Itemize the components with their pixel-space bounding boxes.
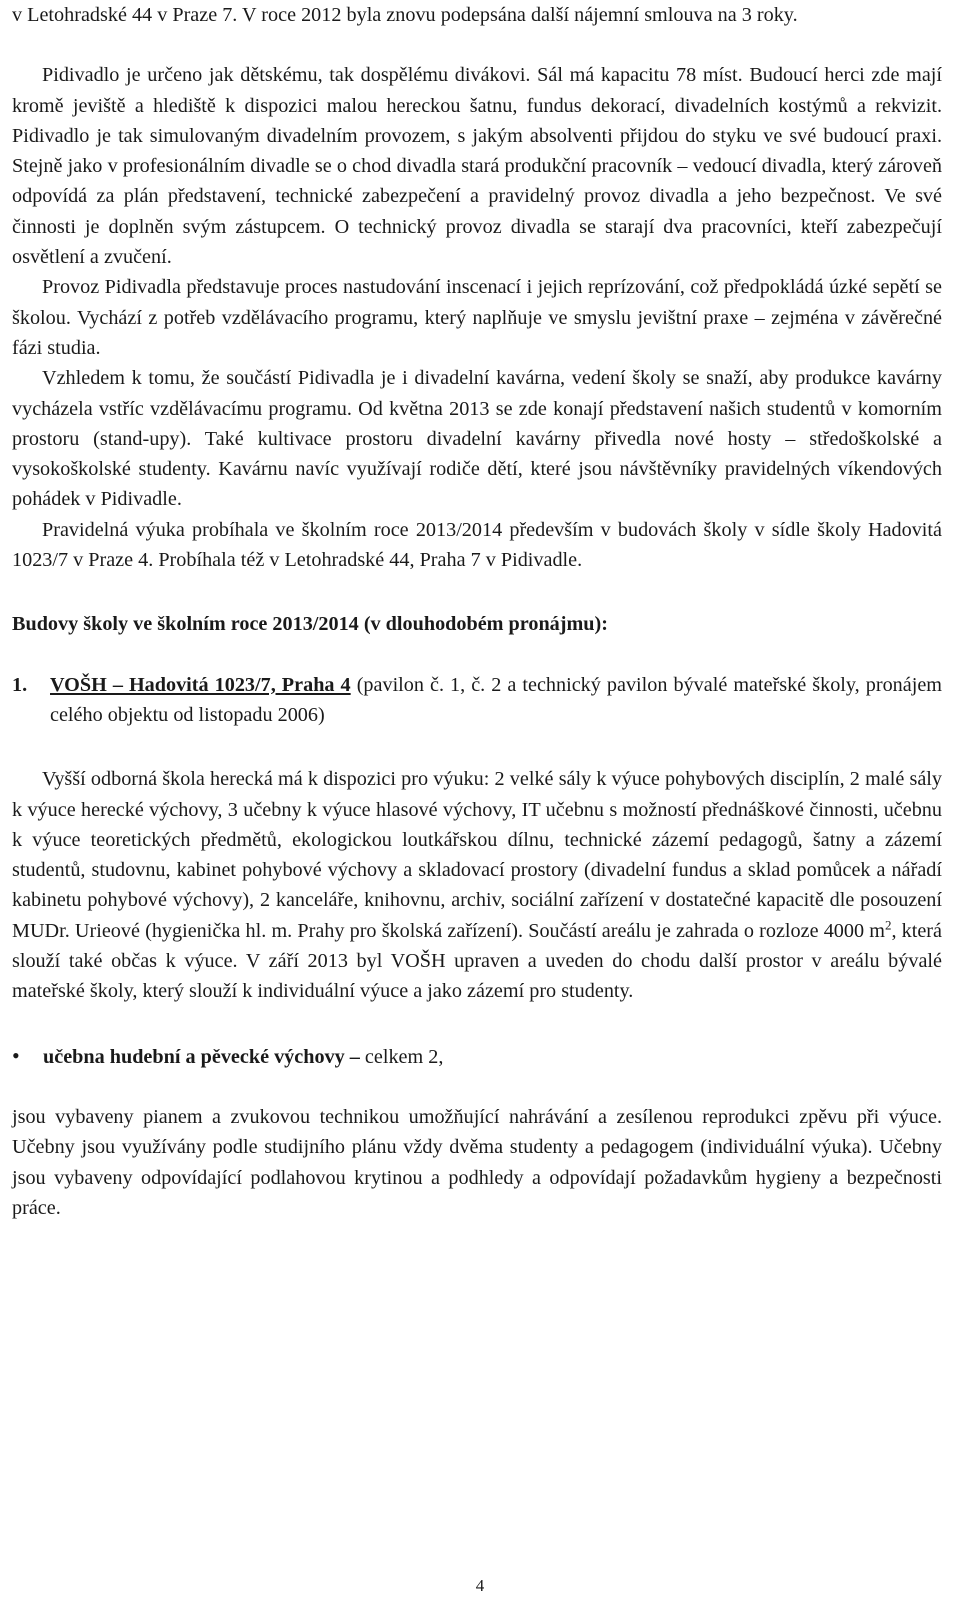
- spacer: [12, 1072, 942, 1102]
- paragraph-music-room: jsou vybaveny pianem a zvukovou technikou umožňující nahrávání a zesílenou reprodukci zpěvu při výuce. Učebny jsou využívány podle studijního plánu vždy dvěma studenty a pedagogem (individuální výuka). Učebny jsou vybaveny odpovídající podlahovou krytinou a podhledy a odpovídají požadavkům hygieny a bezpečnosti práce.: [12, 1105, 942, 1219]
- facilities-text-end: , která slouží také občas k výuce. V září 2013 byl VOŠH upraven a uveden do chodu další prostor v areálu bývalé mateřské školy, který slouží k individuální výuce a jako zázemí pro studenty.: [12, 919, 942, 1003]
- spacer: [12, 575, 942, 609]
- spacer: [12, 640, 942, 670]
- bullet-detail: celkem 2,: [359, 1045, 444, 1068]
- document-page: [12, 0, 942, 1223]
- section-heading: Budovy školy ve školním roce 2013/2014 (v dlouhodobém pronájmu):: [12, 613, 608, 636]
- spacer: [12, 30, 942, 60]
- bullet-item-music-room: [12, 1041, 942, 1072]
- spacer: [12, 1007, 942, 1041]
- page-number: 4: [475, 1576, 485, 1595]
- item-title: VOŠH – Hadovitá 1023/7, Praha 4: [50, 673, 351, 696]
- paragraph-provoz: Provoz Pidivadla představuje proces nastudování inscenací i jejich reprízování, což předpokládá úzké sepětí se školou. Vychází z potřeb vzdělávacího programu, který naplňuje ve smyslu jevištní praxe – zejména v závěrečné fázi studia.: [12, 276, 942, 359]
- bullet-title: učebna hudební a pěvecké výchovy –: [43, 1045, 360, 1068]
- paragraph-vyuka: Pravidelná výuka probíhala ve školním roce 2013/2014 především v budovách školy v sídle školy Hadovitá 1023/7 v Praze 4. Probíhala též v Letohradské 44, Praha 7 v Pidivadle.: [12, 518, 942, 572]
- superscript: 2: [884, 916, 892, 932]
- item-detail: (pavilon č. 1, č. 2 a technický pavilon bývalé mateřské školy, pronájem celého objektu od listopadu 2006): [50, 673, 942, 726]
- item-body: [50, 670, 942, 731]
- item-number: 1.: [12, 673, 28, 696]
- paragraph-kavarna: Vzhledem k tomu, že součástí Pidivadla je i divadelní kavárna, vedení školy se snaží, aby produkce kavárny vycházela vstříc vzdělávacímu programu. Od května 2013 se zde konají představení našich studentů v komorním prostoru (stand-upy). Také kultivace prostoru divadelní kavárny přivedla nové hosty – středoškolské a vysokoškolské studenty. Kavárnu navíc využívají rodiče dětí, které jsou návštěvníky pravidelných víkendových pohádek v Pidivadle.: [12, 367, 942, 511]
- bullet-text: [43, 1042, 443, 1072]
- bullet-icon: •: [12, 1042, 20, 1068]
- paragraph-facilities: [12, 764, 942, 1006]
- paragraph-lease: v Letohradské 44 v Praze 7. V roce 2012 byla znovu podepsána další nájemní smlouva na 3 roky.: [12, 4, 798, 26]
- spacer: [12, 730, 942, 764]
- building-item-1: [12, 670, 942, 731]
- paragraph-pidivadlo: Pidivadlo je určeno jak dětskému, tak dospělému divákovi. Sál má kapacitu 78 míst. Budoucí herci zde mají kromě jeviště a hlediště k dispozici malou hereckou šatnu, fundus dekorací, divadelních kostýmů a rekvizit. Pidivadlo je tak simulovaným divadelním provozem, s jakým absolventi přijdou do styku ve své budoucí praxi. Stejně jako v profesionálním divadle se o chod divadla stará produkční pracovník – vedoucí divadla, který zároveň odpovídá za plán představení, technické zabezpečení a pravidelný provoz divadla a jeho bezpečnost. Ve své činnosti je doplněn svým zástupcem. O technický provoz divadla se starají dva pracovníci, kteří zabezpečují osvětlení a zvučení.: [12, 64, 942, 269]
- facilities-text: Vyšší odborná škola herecká má k dispozici pro výuku: 2 velké sály k výuce pohybových disciplín, 2 malé sály k výuce herecké výchovy, 3 učebny k výuce hlasové výchovy, IT učebnu s možností přednáškové činnosti, učebnu k výuce teoretických předmětů, ekologickou loutkářskou dílnu, technické zázemí pedagogů, šatny a zázemí studentů, studovnu, kabinet pohybové výchovy a skladovací prostory (divadelní fundus a sklad pomůcek a nářadí kabinetu pohybové výchovy), 2 kanceláře, knihovnu, archiv, sociální zařízení v dostatečné kapacitě dle posouzení MUDr. Urieové (hygienička hl. m. Prahy pro školská zařízení). Součástí areálu je zahrada o rozloze 4000 m: [12, 768, 942, 942]
